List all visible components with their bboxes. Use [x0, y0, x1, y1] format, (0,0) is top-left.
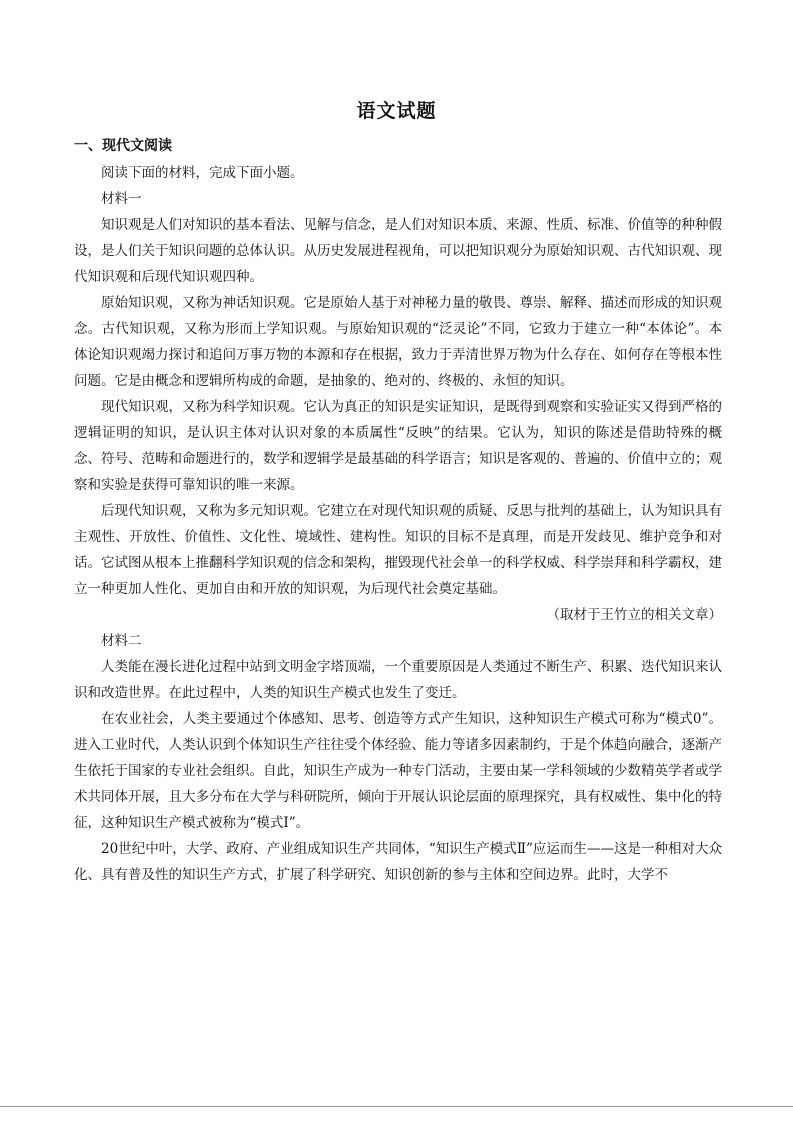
material-2-paragraph-1: 人类能在漫长进化过程中站到文明金字塔顶端，一个重要原因是人类通过不断生产、积累、迭代知识来认识和改造世界。在此过程中，人类的知识生产模式也发生了变迁。 [74, 659, 722, 701]
material-1-paragraph-1: 知识观是人们对知识的基本看法、见解与信念，是人们对知识本质、来源、性质、标准、价值等的种种假设，是人们关于知识问题的总体认识。从历史发展进程视角，可以把知识观分为原始知识观、古代知识观、现代知识观和后现代知识观四种。 [74, 217, 722, 285]
material-2-paragraph-3: 20世纪中叶，大学、政府、产业组成知识生产共同体，“知识生产模式Ⅱ”应运而生——这是一种相对大众化、具有普及性的知识生产方式，扩展了科学研究、知识创新的参与主体和空间边界。此时，大学不 [74, 841, 722, 883]
material-1-paragraph-3: 现代知识观，又称为科学知识观。它认为真正的知识是实证知识，是既得到观察和实验证实又得到严格的逻辑证明的知识，是认识主体对认识对象的本质属性“反映”的结果。它认为，知识的陈述是借助特殊的概念、符号、范畴和命题进行的，数学和逻辑学是最基础的科学语言；知识是客观的、普遍的、价值中立的；观察和实验是获得可靠知识的唯一来源。 [74, 399, 722, 493]
document-body [74, 160, 722, 888]
material-2-paragraph-2: 在农业社会，人类主要通过个体感知、思考、创造等方式产生知识，这种知识生产模式可称为“模式0”。进入工业时代，人类认识到个体知识生产往往受个体经验、能力等诸多因素制约，于是个体趋向融合，逐渐产生依托于国家的专业社会组织。自此，知识生产成为一种专门活动，主要由某一学科领域的少数精英学者或学术共同体开展，且大多分布在大学与科研院所，倾向于开展认识论层面的原理探究，具有权威性、集中化的特征，这种知识生产模式被称为“模式Ⅰ”。 [74, 711, 722, 831]
instruction: 阅读下面的材料，完成下面小题。 [101, 165, 304, 181]
footer-divider [0, 1106, 793, 1107]
material-2-label: 材料二 [101, 633, 142, 649]
material-1-paragraph-4: 后现代知识观，又称为多元知识观。它建立在对现代知识观的质疑、反思与批判的基础上，认为知识具有主观性、开放性、价值性、文化性、境域性、建构性。知识的目标不是真理，而是开发歧见、维护竞争和对话。它试图从根本上推翻科学知识观的信念和架构，摧毁现代社会单一的科学权威、科学崇拜和科学霸权，建立一种更加人性化、更加自由和开放的知识观，为后现代社会奠定基础。 [74, 503, 722, 597]
material-1-source: （取材于王竹立的相关文章） [546, 607, 722, 623]
material-1-paragraph-2: 原始知识观，又称为神话知识观。它是原始人基于对神秘力量的敬畏、尊崇、解释、描述而形成的知识观念。古代知识观，又称为形而上学知识观。与原始知识观的“泛灵论”不同，它致力于建立一种“本体论”。本体论知识观竭力探讨和追问万事万物的本源和存在根据，致力于弄清世界万物为什么存在、如何存在等根本性问题。它是由概念和逻辑所构成的命题，是抽象的、绝对的、终极的、永恒的知识。 [74, 295, 722, 389]
section-heading: 一、现代文阅读 [74, 138, 172, 154]
page-title: 语文试题 [356, 100, 437, 122]
material-1-label: 材料一 [101, 191, 142, 207]
